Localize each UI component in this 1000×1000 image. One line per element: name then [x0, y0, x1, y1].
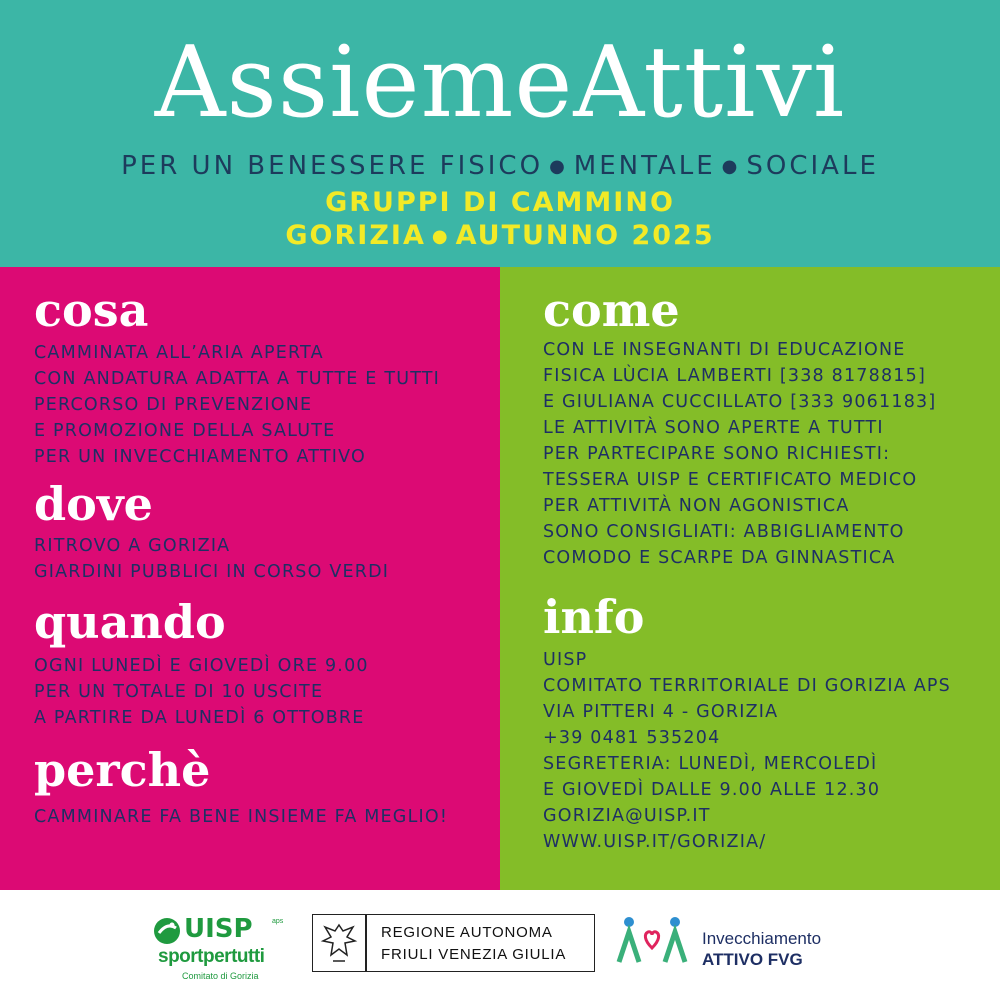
section-title-cosa: cosa [34, 283, 149, 337]
uisp-aps: aps [272, 918, 284, 925]
subtitle-part-2: MENTALE [573, 151, 716, 181]
body-line: SONO CONSIGLIATI: ABBIGLIAMENTO [543, 522, 905, 542]
body-line: SEGRETERIA: LUNEDÌ, MERCOLEDÌ [543, 754, 878, 774]
body-line: RITROVO A GORIZIA [34, 536, 231, 556]
body-line: E GIOVEDÌ DALLE 9.00 ALLE 12.30 [543, 780, 881, 800]
section-title-come: come [543, 283, 680, 337]
email-link[interactable]: GORIZIA@UISP.IT [543, 806, 711, 826]
runner-icon [150, 916, 184, 946]
subtitle [0, 148, 1000, 185]
bullet-dot-icon: ● [721, 155, 741, 177]
body-line: COMITATO TERRITORIALE DI GORIZIA APS [543, 676, 951, 696]
footer-logos [0, 890, 1000, 1000]
uisp-logo [150, 914, 290, 984]
header-banner [0, 0, 1000, 267]
uisp-committee: Comitato di Gorizia [182, 971, 259, 981]
invecchiamento-line-2: ATTIVO FVG [702, 950, 803, 969]
section-title-perche: perchè [34, 743, 211, 797]
left-panel [0, 267, 500, 890]
headline-groups: GRUPPI DI CAMMINO [325, 187, 675, 218]
body-line: PER PARTECIPARE SONO RICHIESTI: [543, 444, 891, 464]
phone-number[interactable]: +39 0481 535204 [543, 728, 721, 748]
body-line: A PARTIRE DA LUNEDÌ 6 OTTOBRE [34, 708, 365, 728]
body-line: E GIULIANA CUCCILLATO [333 9061183] [543, 392, 937, 412]
body-line: PER UN INVECCHIAMENTO ATTIVO [34, 447, 366, 467]
body-line: CAMMINATA ALL’ARIA APERTA [34, 343, 324, 363]
invecchiamento-line-1: Invecchiamento [702, 929, 822, 948]
body-line: E PROMOZIONE DELLA SALUTE [34, 421, 336, 441]
body-line: PER UN TOTALE DI 10 USCITE [34, 682, 324, 702]
body-line: OGNI LUNEDÌ E GIOVEDÌ ORE 9.00 [34, 656, 369, 676]
section-body-dove [34, 533, 389, 585]
invecchiamento-logo [612, 912, 872, 972]
body-line: PER ATTIVITÀ NON AGONISTICA [543, 496, 850, 516]
divider [365, 915, 367, 971]
uisp-wordmark: UISP [184, 914, 253, 944]
regione-logo [312, 914, 595, 972]
body-line: UISP [543, 650, 588, 670]
headline-season: AUTUNNO 2025 [455, 220, 715, 251]
subtitle-part-1: PER UN BENESSERE FISICO [121, 151, 544, 181]
section-body-come [543, 337, 936, 571]
body-line: LE ATTIVITÀ SONO APERTE A TUTTI [543, 418, 884, 438]
headline-place: GORIZIA [285, 220, 426, 251]
body-line: COMODO E SCARPE DA GINNASTICA [543, 548, 896, 568]
section-body-info [543, 647, 951, 855]
body-line: PERCORSO DI PREVENZIONE [34, 395, 313, 415]
section-title-quando: quando [34, 595, 226, 649]
section-title-dove: dove [34, 477, 153, 531]
body-line: TESSERA UISP E CERTIFICATO MEDICO [543, 470, 918, 490]
body-line: VIA PITTERI 4 - GORIZIA [543, 702, 779, 722]
website-link[interactable]: WWW.UISP.IT/GORIZIA/ [543, 832, 767, 852]
body-line: FISICA LÙCIA LAMBERTI [338 8178815] [543, 366, 926, 386]
body-line: CAMMINARE FA BENE INSIEME FA MEGLIO! [34, 807, 449, 827]
regione-line-1: REGIONE AUTONOMA [381, 924, 553, 941]
eagle-icon [313, 915, 365, 971]
uisp-tagline: sportpertutti [158, 946, 265, 967]
section-title-info: info [543, 590, 645, 644]
headline-place-season [0, 219, 1000, 254]
right-panel [500, 267, 1000, 890]
body-line: CON LE INSEGNANTI DI EDUCAZIONE [543, 340, 906, 360]
bullet-dot-icon: ● [431, 225, 450, 247]
body-line: GIARDINI PUBBLICI IN CORSO VERDI [34, 562, 390, 582]
people-heart-icon [612, 914, 692, 970]
bullet-dot-icon: ● [549, 155, 568, 177]
subtitle-part-3: SOCIALE [746, 151, 879, 181]
section-body-perche [34, 804, 448, 830]
body-line: CON ANDATURA ADATTA A TUTTE E TUTTI [34, 369, 441, 389]
section-body-cosa [34, 340, 440, 470]
page-title: AssiemeAttivi [154, 26, 846, 140]
regione-line-2: FRIULI VENEZIA GIULIA [381, 946, 567, 963]
section-body-quando [34, 653, 369, 731]
